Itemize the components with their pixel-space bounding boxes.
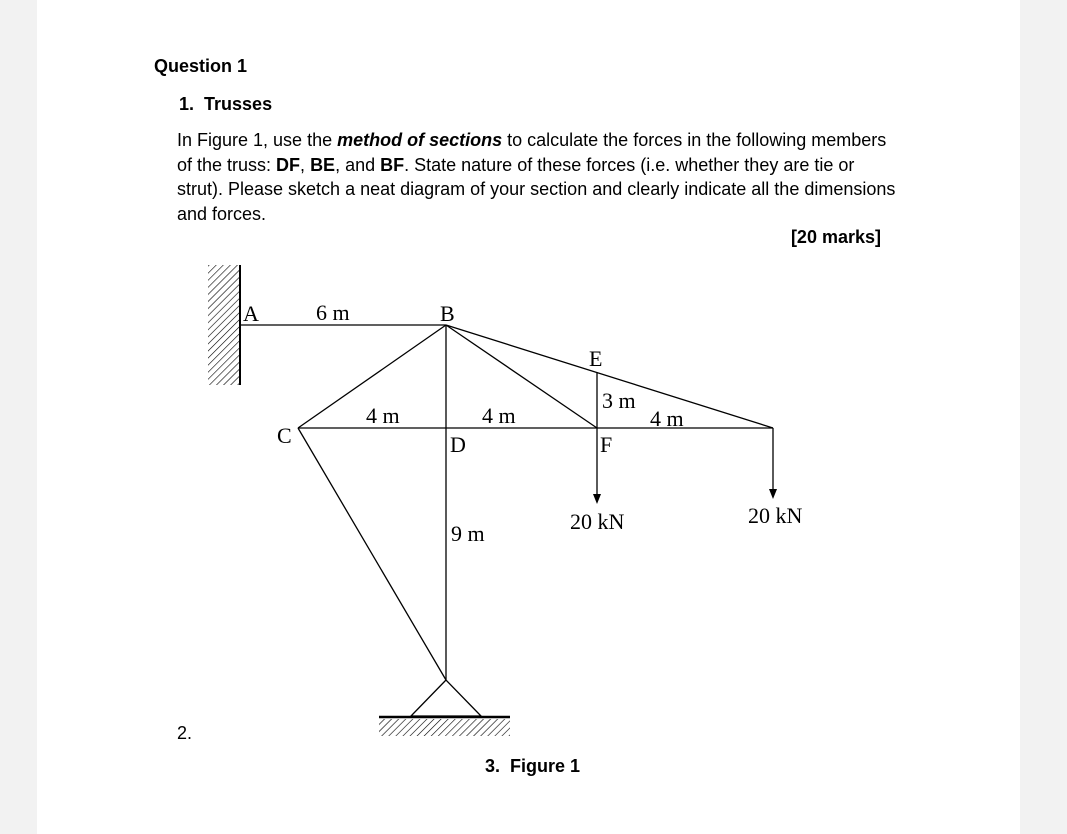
- truss-figure: [37, 0, 1020, 834]
- text-part: . State nature of these forces (i.e. whether they are tie or strut). Please sketch a neat diagram of your section and clearly indicate all the dimensions and forces.: [177, 154, 896, 224]
- text-part: , and: [335, 154, 381, 175]
- arrowhead-f: [593, 494, 601, 504]
- pin-support: [411, 680, 481, 716]
- node-label-c: C: [277, 423, 292, 448]
- figure-caption-text: Figure 1: [510, 756, 581, 776]
- dim-f-tip: 4 m: [650, 406, 684, 431]
- question-title: Question 1: [154, 56, 248, 76]
- figure-caption-number: 3.: [485, 756, 501, 776]
- node-label-e: E: [589, 346, 603, 371]
- member-c-support: [298, 428, 446, 680]
- load-label-f: 20 kN: [570, 509, 625, 534]
- text-part: In Figure 1, use the: [177, 130, 338, 150]
- dim-ef: 3 m: [602, 388, 636, 413]
- node-label-d: D: [450, 432, 466, 457]
- wall-hatching: [208, 265, 239, 385]
- dim-d-support: 9 m: [451, 521, 485, 546]
- document-page: [37, 0, 1020, 834]
- dim-df: 4 m: [482, 403, 516, 428]
- text-part: ,: [300, 154, 311, 175]
- section-title: Trusses: [204, 94, 273, 114]
- dim-ab: 6 m: [316, 300, 350, 325]
- load-label-tip: 20 kN: [748, 503, 803, 528]
- load-arrows: [597, 428, 773, 495]
- node-label-b: B: [440, 301, 455, 326]
- item-2-number: 2.: [177, 723, 193, 743]
- dim-cd: 4 m: [366, 403, 400, 428]
- ground-hatching: [379, 719, 510, 736]
- truss-members: [240, 325, 773, 680]
- marks-label: [20 marks]: [790, 227, 881, 247]
- text-part: to calculate the forces in the following members of the truss:: [177, 130, 887, 175]
- member-bf-line: [446, 325, 597, 428]
- member-bf: BF: [380, 154, 405, 175]
- method-emphasis: method of sections: [337, 130, 503, 150]
- node-label-a: A: [243, 301, 259, 326]
- section-number: 1.: [179, 94, 195, 114]
- member-be: BE: [310, 154, 336, 175]
- member-df: DF: [276, 154, 301, 175]
- arrowhead-tip: [769, 489, 777, 499]
- node-label-f: F: [600, 432, 613, 457]
